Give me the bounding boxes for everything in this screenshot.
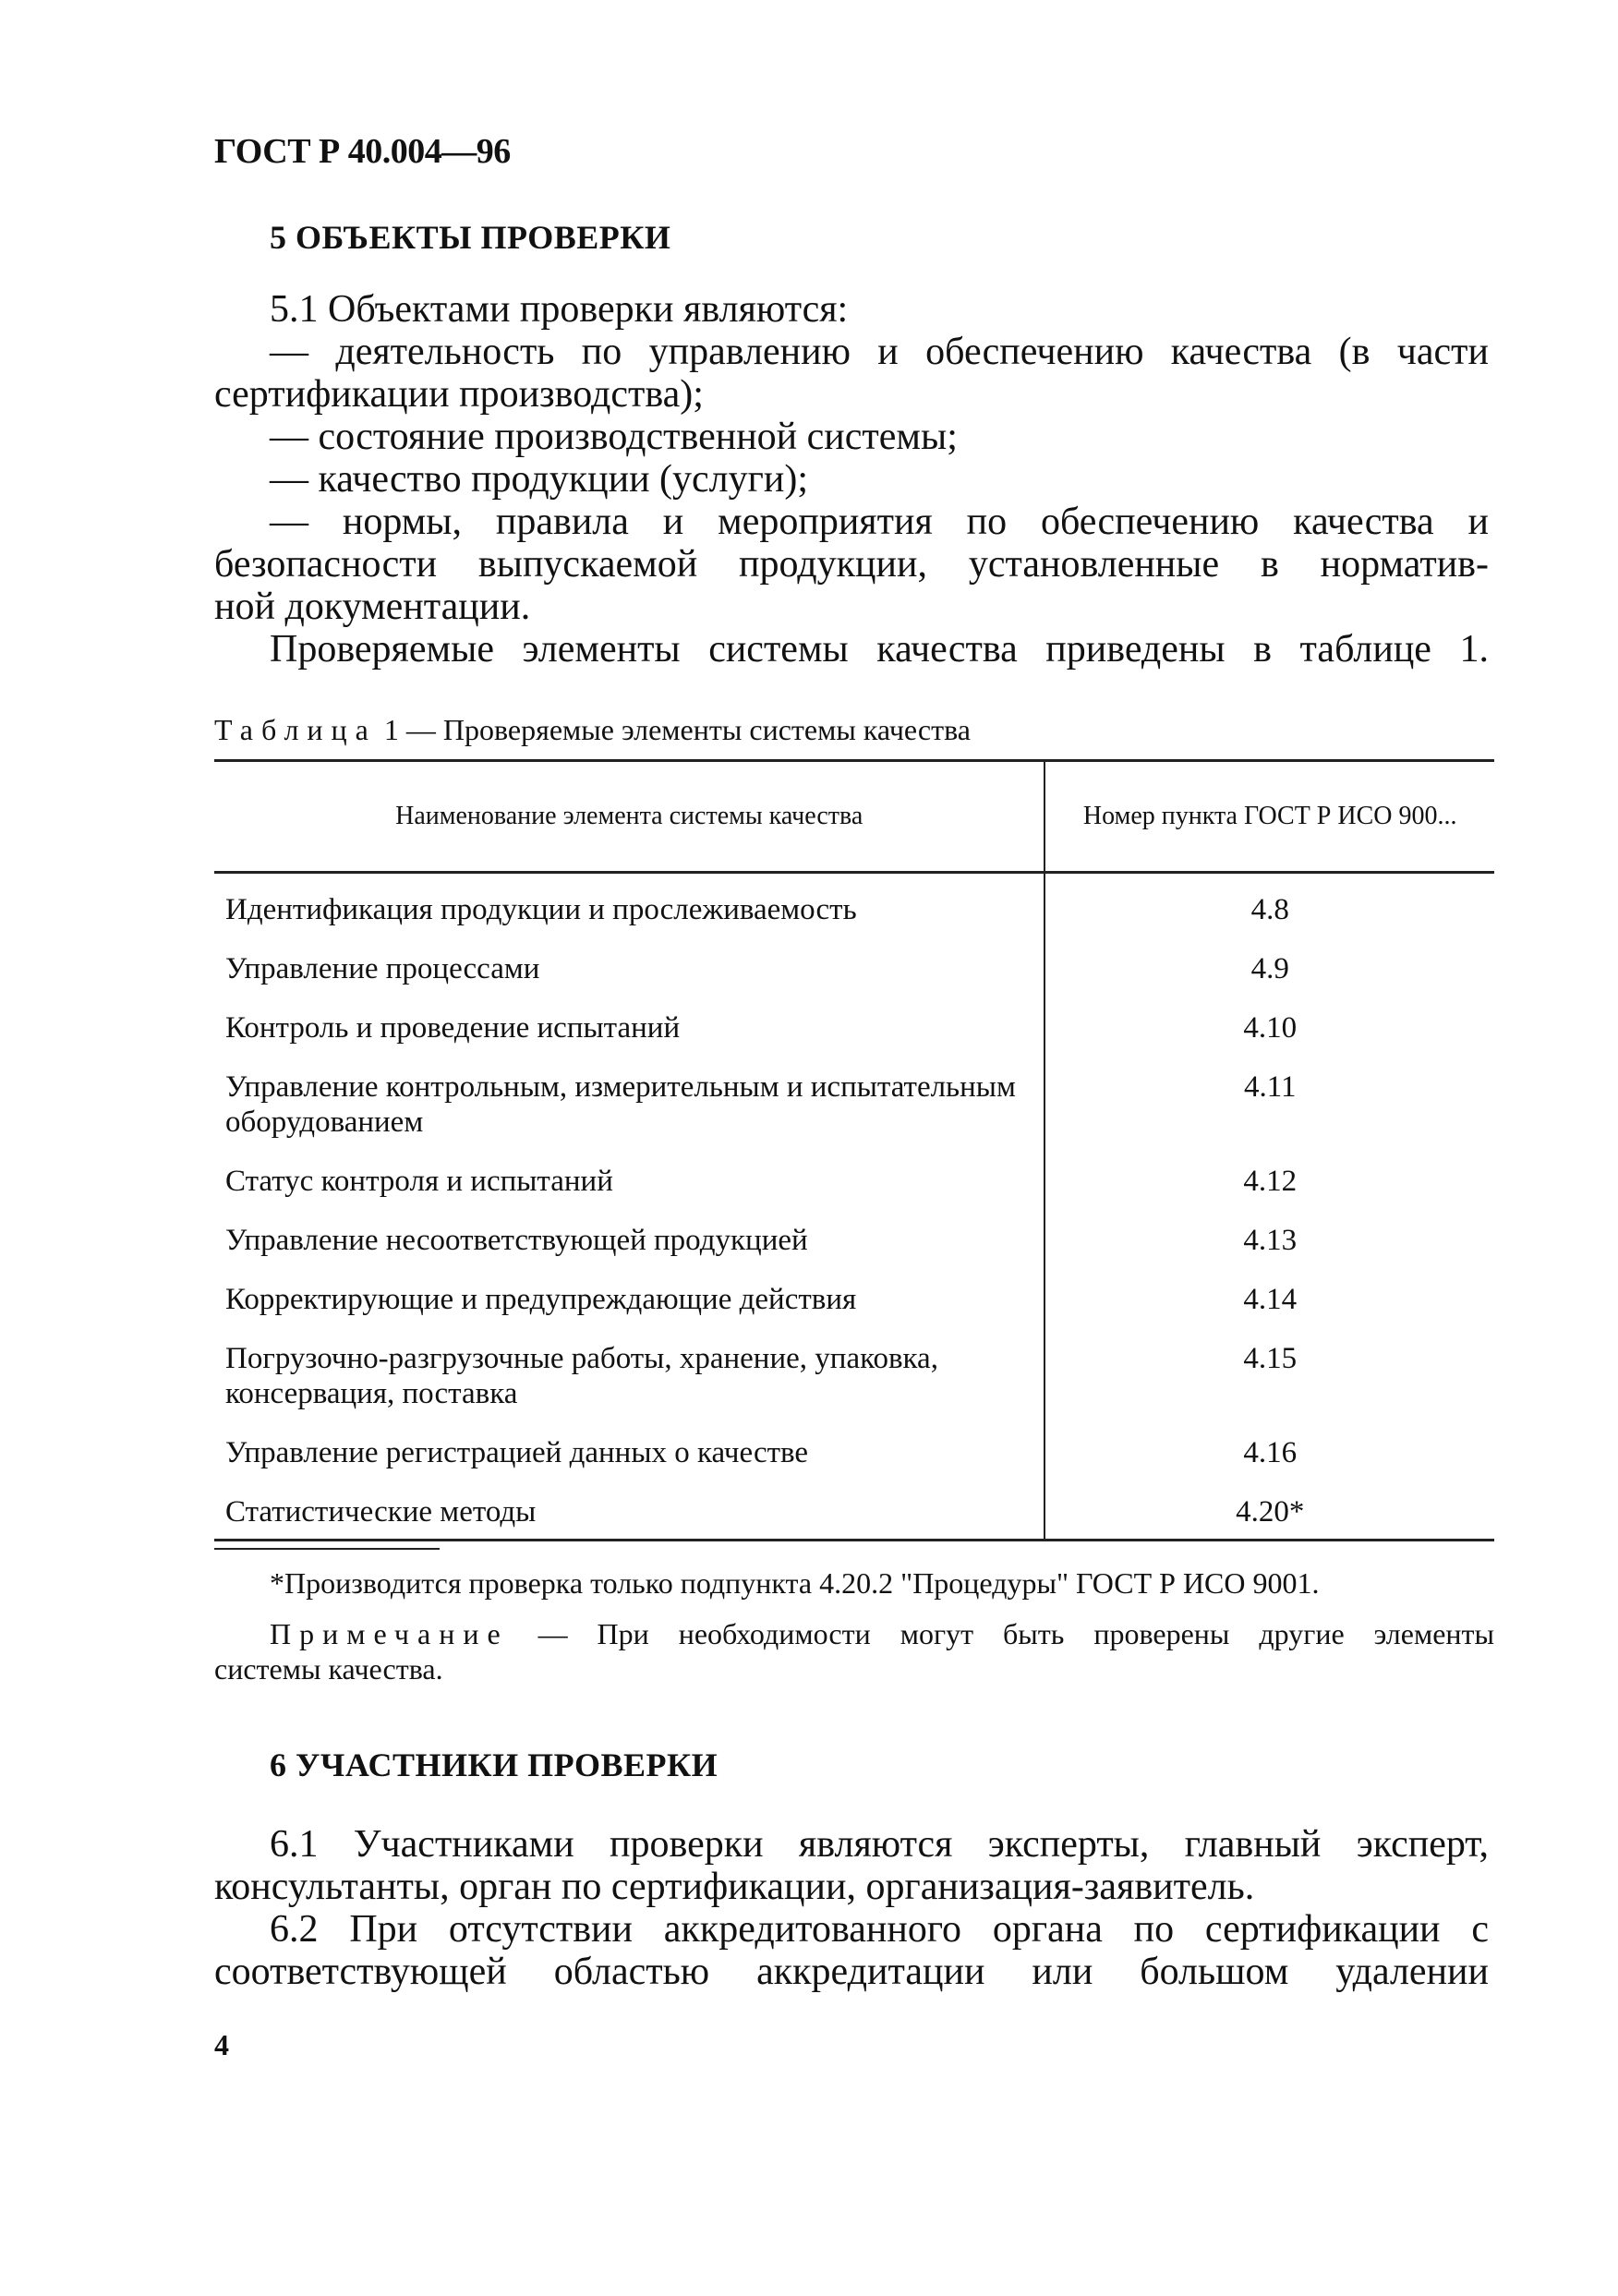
table-row: [214, 1269, 1494, 1328]
section-6-body: [214, 1823, 1489, 1993]
table-note: [214, 1616, 1494, 1686]
table-row: [214, 997, 1494, 1057]
table-row: [214, 1057, 1494, 1151]
cell-clause-number: 4.14: [1243, 1283, 1298, 1316]
cell-element-name: Управление регистрацией данных о качестве: [214, 1422, 1044, 1481]
note-line: системы качества.: [214, 1652, 443, 1686]
cell-element-name: Управление контрольным, измерительным и испытательным оборудованием: [214, 1057, 1044, 1151]
table-row: [214, 1328, 1494, 1422]
paragraph-line: Проверяемые элементы системы качества приведены в таблице 1.: [270, 628, 1489, 671]
cell-element-name: Контроль и проведение испытаний: [214, 997, 1044, 1057]
paragraph-line: ной документации.: [214, 586, 531, 628]
table-row: [214, 1481, 1494, 1541]
page-number: 4: [214, 2028, 229, 2061]
paragraph-line: — состояние производственной системы;: [270, 416, 958, 458]
paragraph-line: консультанты, орган по сертификации, организация-заявитель.: [214, 1866, 1255, 1908]
paragraph-line: — нормы, правила и мероприятия по обеспечению качества и: [270, 501, 1489, 543]
table-caption-label: Таблица: [214, 713, 377, 746]
document-header: ГОСТ Р 40.004—96: [214, 132, 511, 171]
table-row: [214, 1422, 1494, 1481]
table-row: [214, 938, 1494, 997]
cell-element-name: Погрузочно-разгрузочные работы, хранение, упаковка, консервация, поставка: [214, 1328, 1044, 1422]
cell-clause-number: 4.16: [1243, 1436, 1298, 1469]
table-header-row: [214, 761, 1494, 873]
cell-element-name: Статистические методы: [214, 1481, 1044, 1541]
table-row: [214, 1151, 1494, 1210]
elements-table: [214, 759, 1494, 1541]
column-header-clause-number: Номер пункта ГОСТ Р ИСО 900...: [1044, 761, 1494, 873]
table-caption: [214, 713, 971, 747]
cell-element-name: Управление несоответствующей продукцией: [214, 1210, 1044, 1269]
column-header-element-name: Наименование элемента системы качества: [214, 761, 1044, 873]
table-caption-text: 1 — Проверяемые элементы системы качества: [376, 713, 971, 746]
table-row: [214, 1210, 1494, 1269]
cell-clause-number: 4.9: [1250, 952, 1289, 985]
cell-element-name: Корректирующие и предупреждающие действия: [214, 1269, 1044, 1328]
cell-clause-number: 4.15: [1243, 1342, 1298, 1375]
paragraph-line: 5.1 Объектами проверки являются:: [270, 288, 849, 331]
footnote-divider: [214, 1548, 440, 1550]
paragraph-line: 6.1 Участниками проверки являются эксперты, главный эксперт,: [270, 1823, 1489, 1866]
paragraph-line: — качество продукции (услуги);: [270, 458, 808, 501]
paragraph-line: 6.2 При отсутствии аккредитованного органа по сертификации с: [270, 1908, 1489, 1951]
section-5-body: [214, 288, 1489, 671]
note-text: — При необходимости могут быть проверены другие элементы: [508, 1617, 1494, 1650]
cell-clause-number: 4.8: [1250, 893, 1289, 926]
cell-clause-number: 4.11: [1243, 1070, 1297, 1104]
paragraph-line: сертификации производства);: [214, 373, 704, 416]
cell-clause-number: 4.20*: [1044, 1481, 1494, 1541]
paragraph-line: — деятельность по управлению и обеспечению качества (в части: [270, 331, 1489, 373]
cell-clause-number: 4.10: [1243, 1011, 1298, 1045]
paragraph-line: соответствующей областью аккредитации или большом удалении: [214, 1951, 1489, 1993]
cell-element-name: Идентификация продукции и прослеживаемость: [214, 873, 1044, 939]
cell-clause-number: 4.13: [1243, 1224, 1298, 1257]
table-footnote: *Производится проверка только подпункта 4.20.2 "Процедуры" ГОСТ Р ИСО 9001.: [270, 1566, 1320, 1600]
section-5-title: 5 ОБЪЕКТЫ ПРОВЕРКИ: [270, 219, 671, 256]
cell-element-name: Управление процессами: [214, 938, 1044, 997]
table-row: [214, 873, 1494, 939]
note-line: [214, 1616, 1494, 1651]
paragraph-line: безопасности выпускаемой продукции, установленные в норматив-: [214, 543, 1489, 586]
section-6-title: 6 УЧАСТНИКИ ПРОВЕРКИ: [270, 1746, 718, 1783]
cell-clause-number: 4.12: [1243, 1165, 1298, 1198]
note-label: Примечание: [270, 1617, 509, 1650]
cell-element-name: Статус контроля и испытаний: [214, 1151, 1044, 1210]
